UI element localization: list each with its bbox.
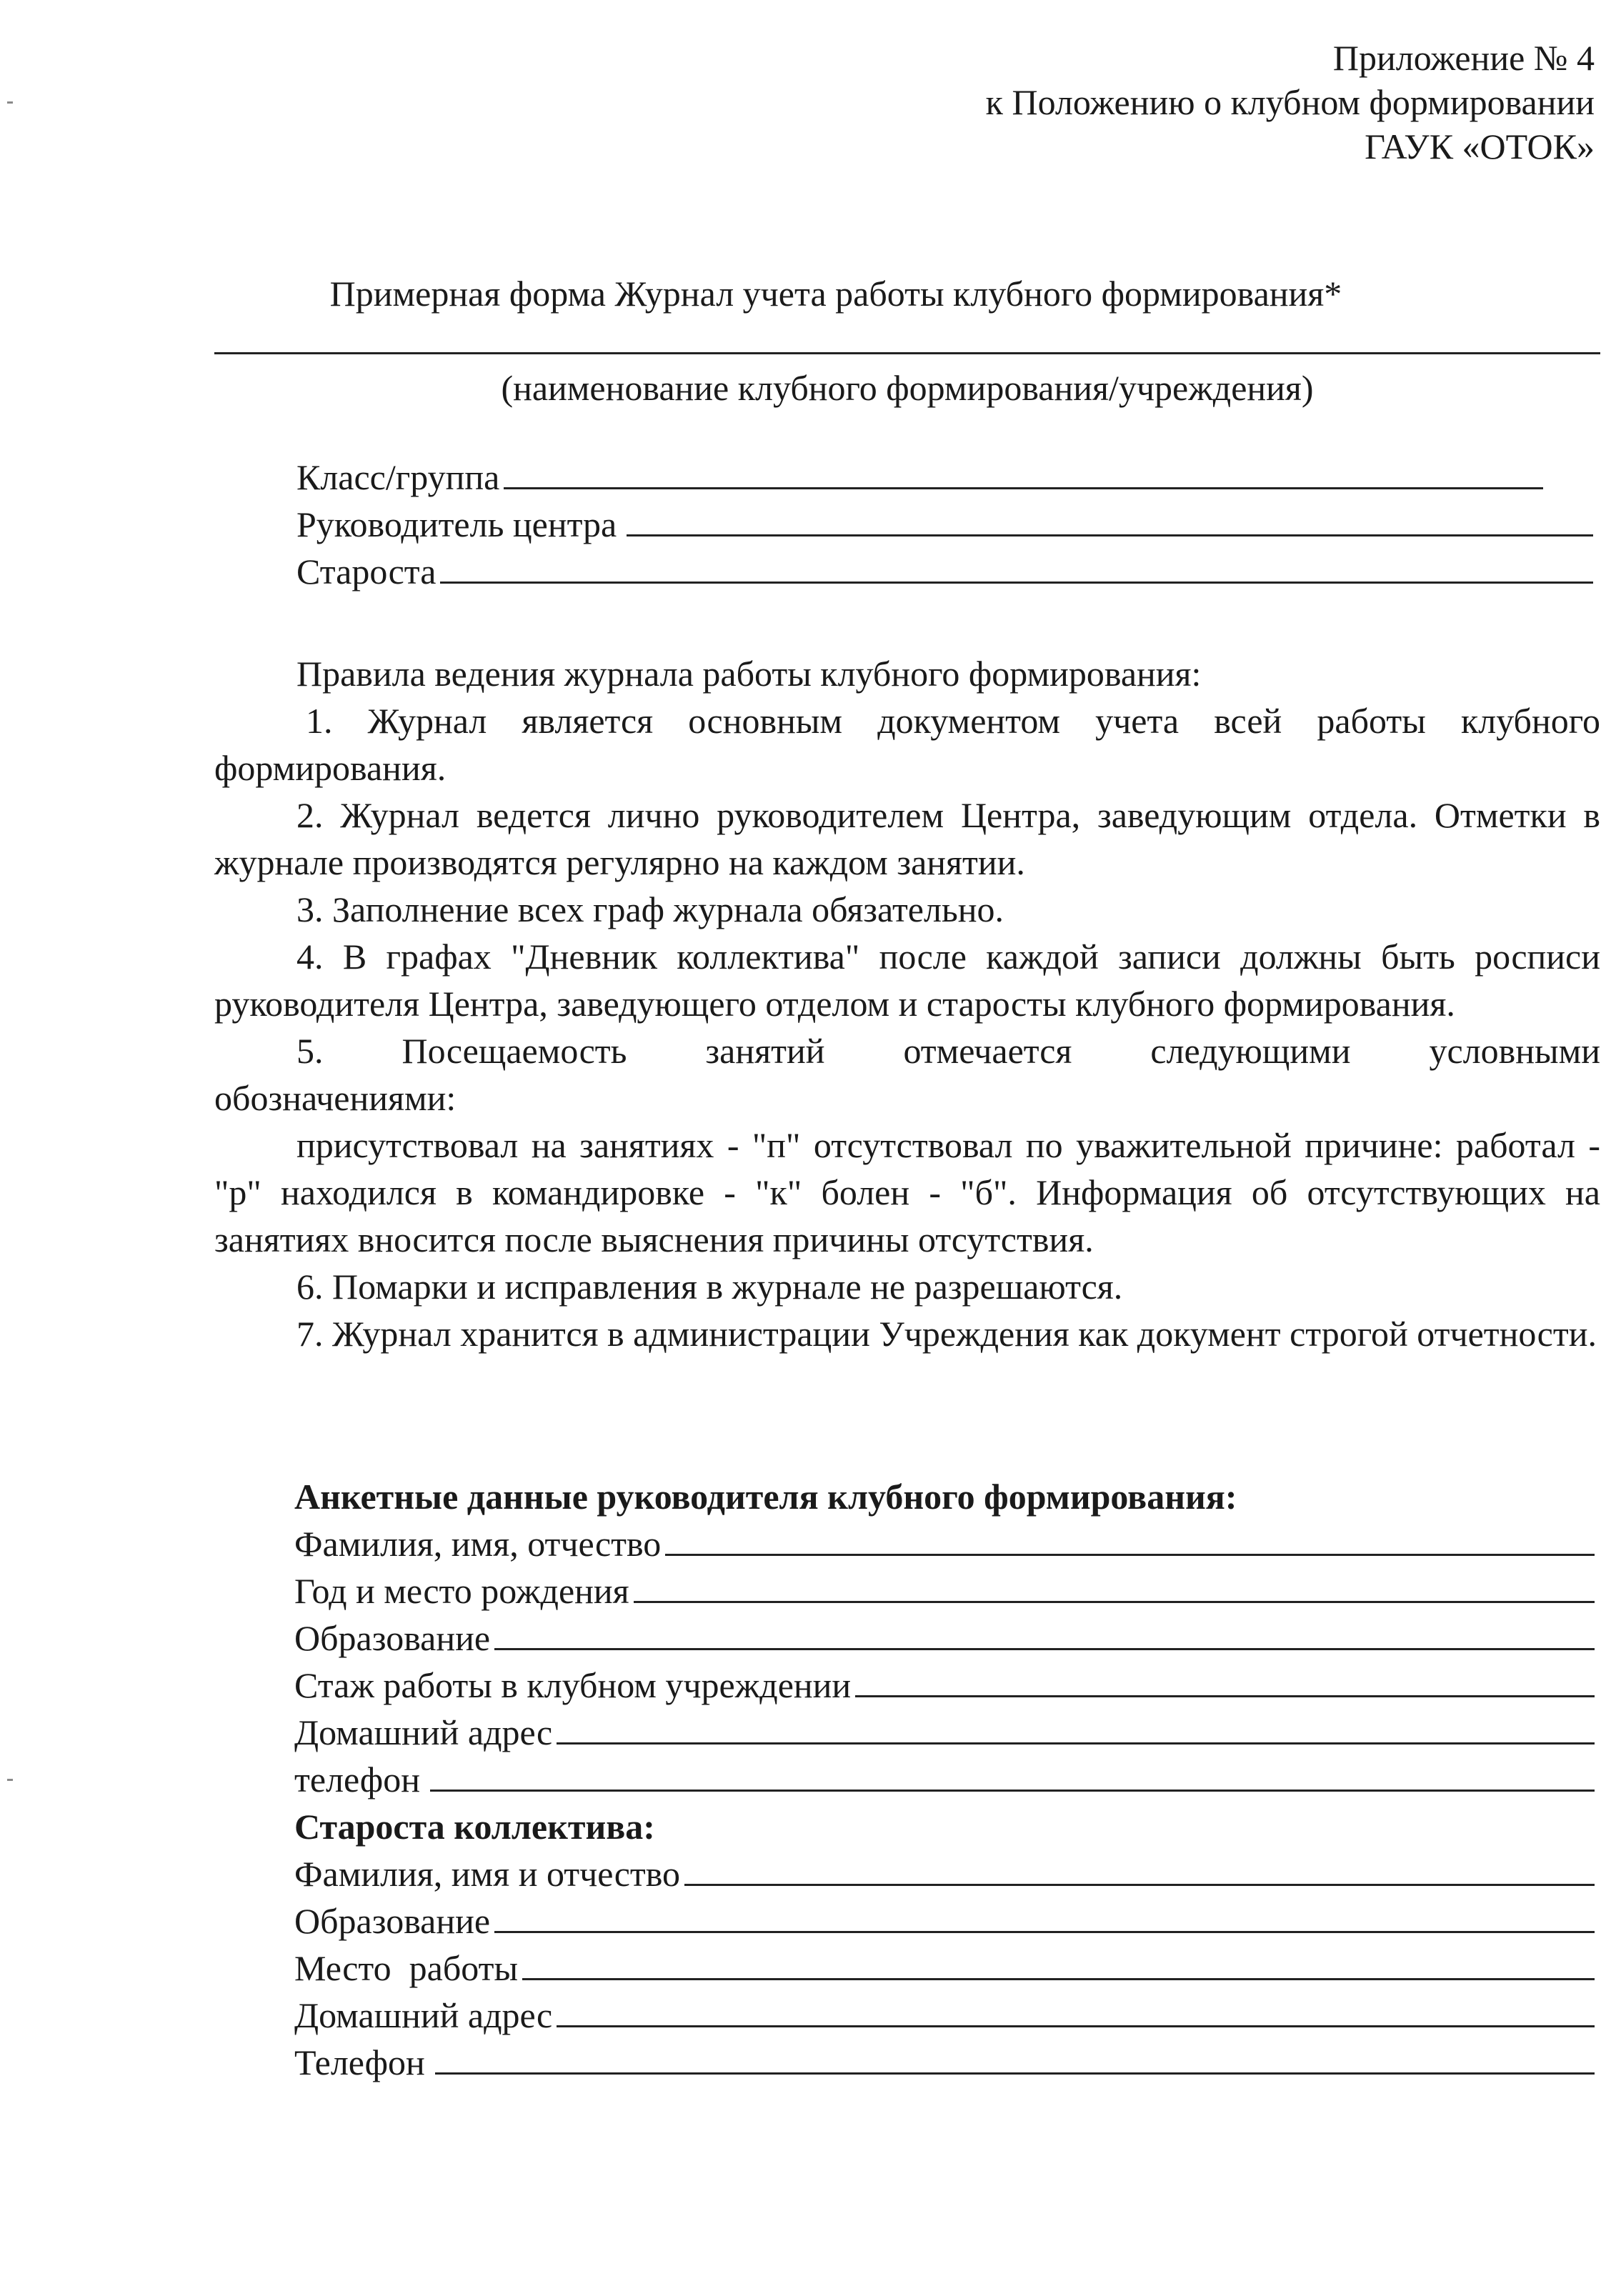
rule-item: 6. Помарки и исправления в журнале не разрешаются. (296, 1267, 1123, 1307)
title-fill-line (214, 352, 1600, 354)
rule-item: 4. В графах "Дневник коллектива" после каждой записи должны быть росписи руководителя Центра, заведующего отделом и старосты клубного формирования. (214, 937, 1600, 1024)
rule-item: 3. Заполнение всех граф журнала обязательно. (296, 889, 1004, 929)
appendix-header (986, 36, 1595, 169)
field-leader-phone (294, 1756, 1595, 1803)
field-class-group (296, 454, 1543, 501)
field-label: Стаж работы в клубном учреждении (294, 1665, 852, 1705)
scan-mark (7, 101, 13, 104)
field-center-head (296, 501, 1593, 548)
class-fields (296, 454, 1593, 595)
field-label: Образование (294, 1618, 491, 1658)
fill-line (435, 2041, 1595, 2075)
field-leader-address (294, 1709, 1595, 1756)
fill-line (557, 1994, 1595, 2027)
field-label: Староста (296, 551, 437, 592)
rule-item: присутствовал на занятиях - "п" отсутствовал по уважительной причине: работал - "р" находился в командировке - "к" болен - "б". Информация об отсутствующих на занятиях вносится после выяснения причины отсутствия. (214, 1125, 1600, 1259)
field-elder-phone (294, 2039, 1595, 2086)
fill-line (440, 550, 1593, 584)
field-label: Фамилия, имя, отчество (294, 1524, 662, 1564)
fill-line (665, 1522, 1595, 1556)
field-leader-experience (294, 1662, 1595, 1709)
appendix-number: Приложение № 4 (1332, 38, 1595, 78)
scan-mark (7, 1779, 13, 1781)
rules-heading: Правила ведения журнала работы клубного формирования: (296, 654, 1202, 694)
fill-line (494, 1900, 1595, 1933)
field-label: Телефон (294, 2042, 425, 2082)
fill-line (430, 1758, 1595, 1792)
field-label: телефон (294, 1760, 420, 1800)
field-leader-birth (294, 1567, 1595, 1614)
rules-section (214, 650, 1600, 1357)
field-label: Образование (294, 1901, 491, 1941)
fill-line (634, 1569, 1595, 1603)
document-subtitle: (наименование клубного формирования/учреждения) (501, 368, 1314, 408)
field-label: Руководитель центра (296, 504, 617, 544)
rule-item: 7. Журнал хранится в администрации Учреждения как документ строгой отчетности. (296, 1314, 1597, 1354)
field-label: Домашний адрес (294, 1995, 553, 2035)
fill-line (504, 456, 1543, 489)
field-label: Домашний адрес (294, 1712, 553, 1752)
field-elder-address (294, 1992, 1595, 2039)
field-label: Класс/группа (296, 457, 500, 497)
field-label: Год и место рождения (294, 1571, 629, 1611)
field-label: Фамилия, имя и отчество (294, 1854, 681, 1894)
elder-section (294, 1803, 1595, 2086)
appendix-reference: к Положению о клубном формировании (985, 82, 1595, 122)
leader-section-title: Анкетные данные руководителя клубного формирования: (294, 1477, 1237, 1517)
leader-section (294, 1473, 1595, 1803)
document-title: Примерная форма Журнал учета работы клубного формирования* (329, 274, 1342, 314)
fill-line (627, 503, 1593, 536)
rule-item: 1. Журнал является основным документом учета всей работы клубного формирования. (214, 701, 1600, 788)
field-elder-education (294, 1897, 1595, 1945)
fill-line (522, 1947, 1595, 1980)
field-leader-education (294, 1614, 1595, 1662)
fill-line (494, 1617, 1595, 1650)
field-elder-workplace (294, 1945, 1595, 1992)
rule-item: 5. Посещаемость занятий отмечается следующими условными обозначениями: (214, 1031, 1600, 1118)
field-elder-full-name (294, 1850, 1595, 1897)
elder-section-title: Староста коллектива: (294, 1807, 655, 1847)
organization-name: ГАУК «ОТОК» (1365, 126, 1595, 166)
field-leader-full-name (294, 1520, 1595, 1567)
field-label: Место работы (294, 1948, 519, 1988)
field-elder (296, 548, 1593, 595)
fill-line (557, 1711, 1595, 1745)
fill-line (684, 1852, 1595, 1886)
rule-item: 2. Журнал ведется лично руководителем Центра, заведующим отдела. Отметки в журнале производятся регулярно на каждом занятии. (214, 795, 1600, 882)
fill-line (855, 1664, 1595, 1697)
